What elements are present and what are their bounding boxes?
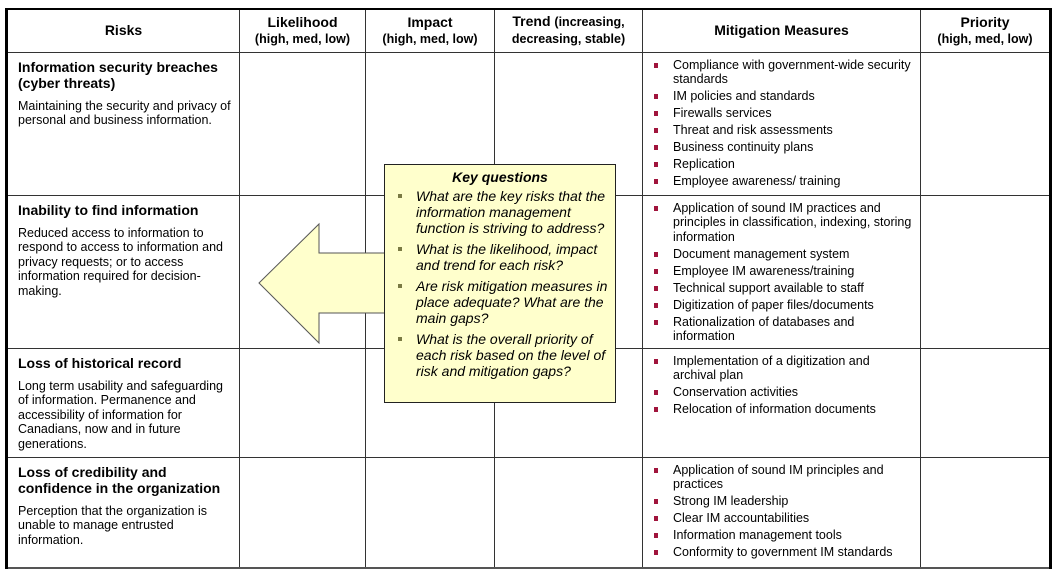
- key-questions-list: [385, 188, 615, 379]
- mitigation-item: [651, 315, 916, 344]
- risk-description: Maintaining the security and privacy of personal and business information.: [18, 98, 231, 127]
- mitigation-item: [651, 58, 916, 87]
- header-impact-subtitle: (high, med, low): [382, 31, 478, 46]
- question-text: Are risk mitigation measures in place adequate? What are the main gaps?: [416, 278, 608, 326]
- square-bullet-icon: [654, 407, 658, 412]
- mitigation-text: IM policies and standards: [673, 89, 815, 103]
- risk-cell: [7, 348, 240, 457]
- mitigation-item: [651, 298, 916, 313]
- header-risks: [7, 9, 240, 52]
- mitigation-text: Conservation activities: [673, 385, 799, 399]
- mitigation-text: Application of sound IM principles and practices: [673, 462, 884, 491]
- mitigation-text: Implementation of a digitization and archival plan: [673, 353, 870, 382]
- mitigation-list: [651, 463, 916, 560]
- risk-description: Perception that the organization is unable to manage entrusted information.: [18, 503, 208, 547]
- mitigation-item: [651, 247, 916, 262]
- risk-description: Long term usability and safeguarding of information. Permanence and accessibility of information for Canadians, now and in future generations.: [18, 378, 223, 451]
- trend-cell[interactable]: [495, 457, 643, 568]
- square-bullet-icon: [654, 390, 658, 395]
- square-bullet-icon: [654, 63, 658, 68]
- square-bullet-icon: [654, 269, 658, 274]
- square-bullet-icon: [654, 111, 658, 116]
- priority-cell[interactable]: [921, 457, 1051, 568]
- mitigation-cell: [643, 348, 921, 457]
- mitigation-item: [651, 511, 916, 526]
- mitigation-item: [651, 463, 916, 492]
- mitigation-item: [651, 201, 916, 245]
- square-bullet-icon: [654, 499, 658, 504]
- risk-cell: [7, 195, 240, 348]
- risk-title: Inability to find information: [18, 201, 199, 218]
- mitigation-text: Conformity to government IM standards: [673, 545, 893, 559]
- likelihood-cell[interactable]: [240, 52, 366, 195]
- header-priority-title: Priority: [960, 13, 1010, 30]
- square-bullet-icon: [654, 252, 658, 257]
- square-bullet-icon: [654, 128, 658, 133]
- key-questions-callout: [384, 164, 616, 403]
- priority-cell[interactable]: [921, 348, 1051, 457]
- risk-cell: [7, 52, 240, 195]
- mitigation-text: Rationalization of databases and information: [673, 314, 855, 343]
- question-text: What is the likelihood, impact and trend for each risk?: [416, 241, 598, 273]
- header-trend-subtitle-inline: (increasing,: [554, 15, 625, 30]
- likelihood-cell[interactable]: [240, 457, 366, 568]
- square-bullet-icon: [654, 206, 658, 211]
- mitigation-item: [651, 528, 916, 543]
- square-bullet-icon: [654, 468, 658, 473]
- square-bullet-icon: [654, 286, 658, 291]
- mitigation-text: Clear IM accountabilities: [673, 511, 810, 525]
- key-question: [385, 188, 609, 236]
- square-bullet-icon: [654, 533, 658, 538]
- question-text: What is the overall priority of each risk based on the level of risk and mitigation gaps?: [416, 331, 606, 379]
- square-bullet-icon: [398, 337, 402, 341]
- square-bullet-icon: [654, 179, 658, 184]
- risk-cell: [7, 457, 240, 568]
- mitigation-cell: [643, 457, 921, 568]
- square-bullet-icon: [654, 303, 658, 308]
- table-row: [7, 457, 1051, 568]
- risk-description: Reduced access to information to respond to access to information and privacy requests; or to access information required for decision-making.: [18, 225, 223, 298]
- priority-cell[interactable]: [921, 52, 1051, 195]
- square-bullet-icon: [654, 162, 658, 167]
- header-likelihood-subtitle: (high, med, low): [254, 31, 351, 46]
- mitigation-list: [651, 58, 916, 189]
- mitigation-item: [651, 174, 916, 189]
- mitigation-item: [651, 402, 916, 417]
- mitigation-text: Firewalls services: [673, 106, 772, 120]
- risk-title: Loss of credibility and confidence in the organization: [18, 463, 221, 496]
- mitigation-item: [651, 354, 916, 383]
- mitigation-text: Business continuity plans: [673, 140, 814, 154]
- likelihood-cell[interactable]: [240, 195, 366, 348]
- mitigation-text: Strong IM leadership: [673, 494, 789, 508]
- mitigation-cell: [643, 195, 921, 348]
- key-question: [385, 331, 609, 379]
- mitigation-item: [651, 545, 916, 560]
- mitigation-text: Information management tools: [673, 528, 842, 542]
- mitigation-item: [651, 281, 916, 296]
- key-question: [385, 241, 609, 273]
- header-mitigation: [643, 9, 921, 52]
- header-likelihood-title: Likelihood: [267, 13, 338, 30]
- mitigation-item: [651, 106, 916, 121]
- header-trend: [495, 9, 643, 52]
- header-priority-subtitle: (high, med, low): [937, 31, 1033, 46]
- mitigation-text: Employee IM awareness/training: [673, 263, 855, 278]
- mitigation-item: [651, 123, 916, 138]
- mitigation-item: [651, 140, 916, 155]
- mitigation-text: Document management system: [673, 246, 850, 261]
- square-bullet-icon: [654, 320, 658, 325]
- risk-title: Loss of historical record: [18, 354, 182, 371]
- header-impact-title: Impact: [407, 13, 453, 30]
- mitigation-text: Threat and risk assessments: [673, 123, 833, 137]
- mitigation-item: [651, 89, 916, 104]
- mitigation-list: [651, 354, 916, 417]
- header-mitigation-title: Mitigation Measures: [714, 22, 849, 39]
- mitigation-text: Digitization of paper files/documents: [673, 297, 874, 312]
- impact-cell[interactable]: [366, 457, 495, 568]
- header-priority: [921, 9, 1051, 52]
- mitigation-item: [651, 494, 916, 509]
- square-bullet-icon: [654, 516, 658, 521]
- square-bullet-icon: [654, 145, 658, 150]
- header-risks-title: Risks: [104, 22, 143, 39]
- mitigation-text: Application of sound IM practices and principles in classification, indexing, storing information: [673, 200, 912, 244]
- mitigation-text: Employee awareness/ training: [673, 174, 841, 188]
- mitigation-text: Technical support available to staff: [673, 280, 864, 295]
- mitigation-cell: [643, 52, 921, 195]
- mitigation-item: [651, 264, 916, 279]
- mitigation-item: [651, 157, 916, 172]
- header-trend-subtitle: decreasing, stable): [511, 32, 626, 47]
- mitigation-list: [651, 201, 916, 344]
- square-bullet-icon: [398, 194, 402, 198]
- likelihood-cell[interactable]: [240, 348, 366, 457]
- square-bullet-icon: [654, 550, 658, 555]
- header-likelihood: [240, 9, 366, 52]
- mitigation-text: Relocation of information documents: [673, 402, 876, 416]
- header-impact: [366, 9, 495, 52]
- risk-title: Information security breaches (cyber threats): [18, 58, 218, 91]
- question-text: What are the key risks that the information management function is striving to address?: [416, 188, 606, 236]
- mitigation-text: Replication: [673, 157, 735, 171]
- priority-cell[interactable]: [921, 195, 1051, 348]
- header-trend-title: Trend: [512, 13, 551, 30]
- square-bullet-icon: [654, 94, 658, 99]
- key-question: [385, 278, 609, 326]
- square-bullet-icon: [398, 284, 402, 288]
- mitigation-text: Compliance with government-wide security standards: [673, 57, 911, 86]
- header-row: [7, 9, 1051, 52]
- mitigation-item: [651, 385, 916, 400]
- callout-title: Key questions: [452, 169, 548, 185]
- square-bullet-icon: [398, 247, 402, 251]
- square-bullet-icon: [654, 359, 658, 364]
